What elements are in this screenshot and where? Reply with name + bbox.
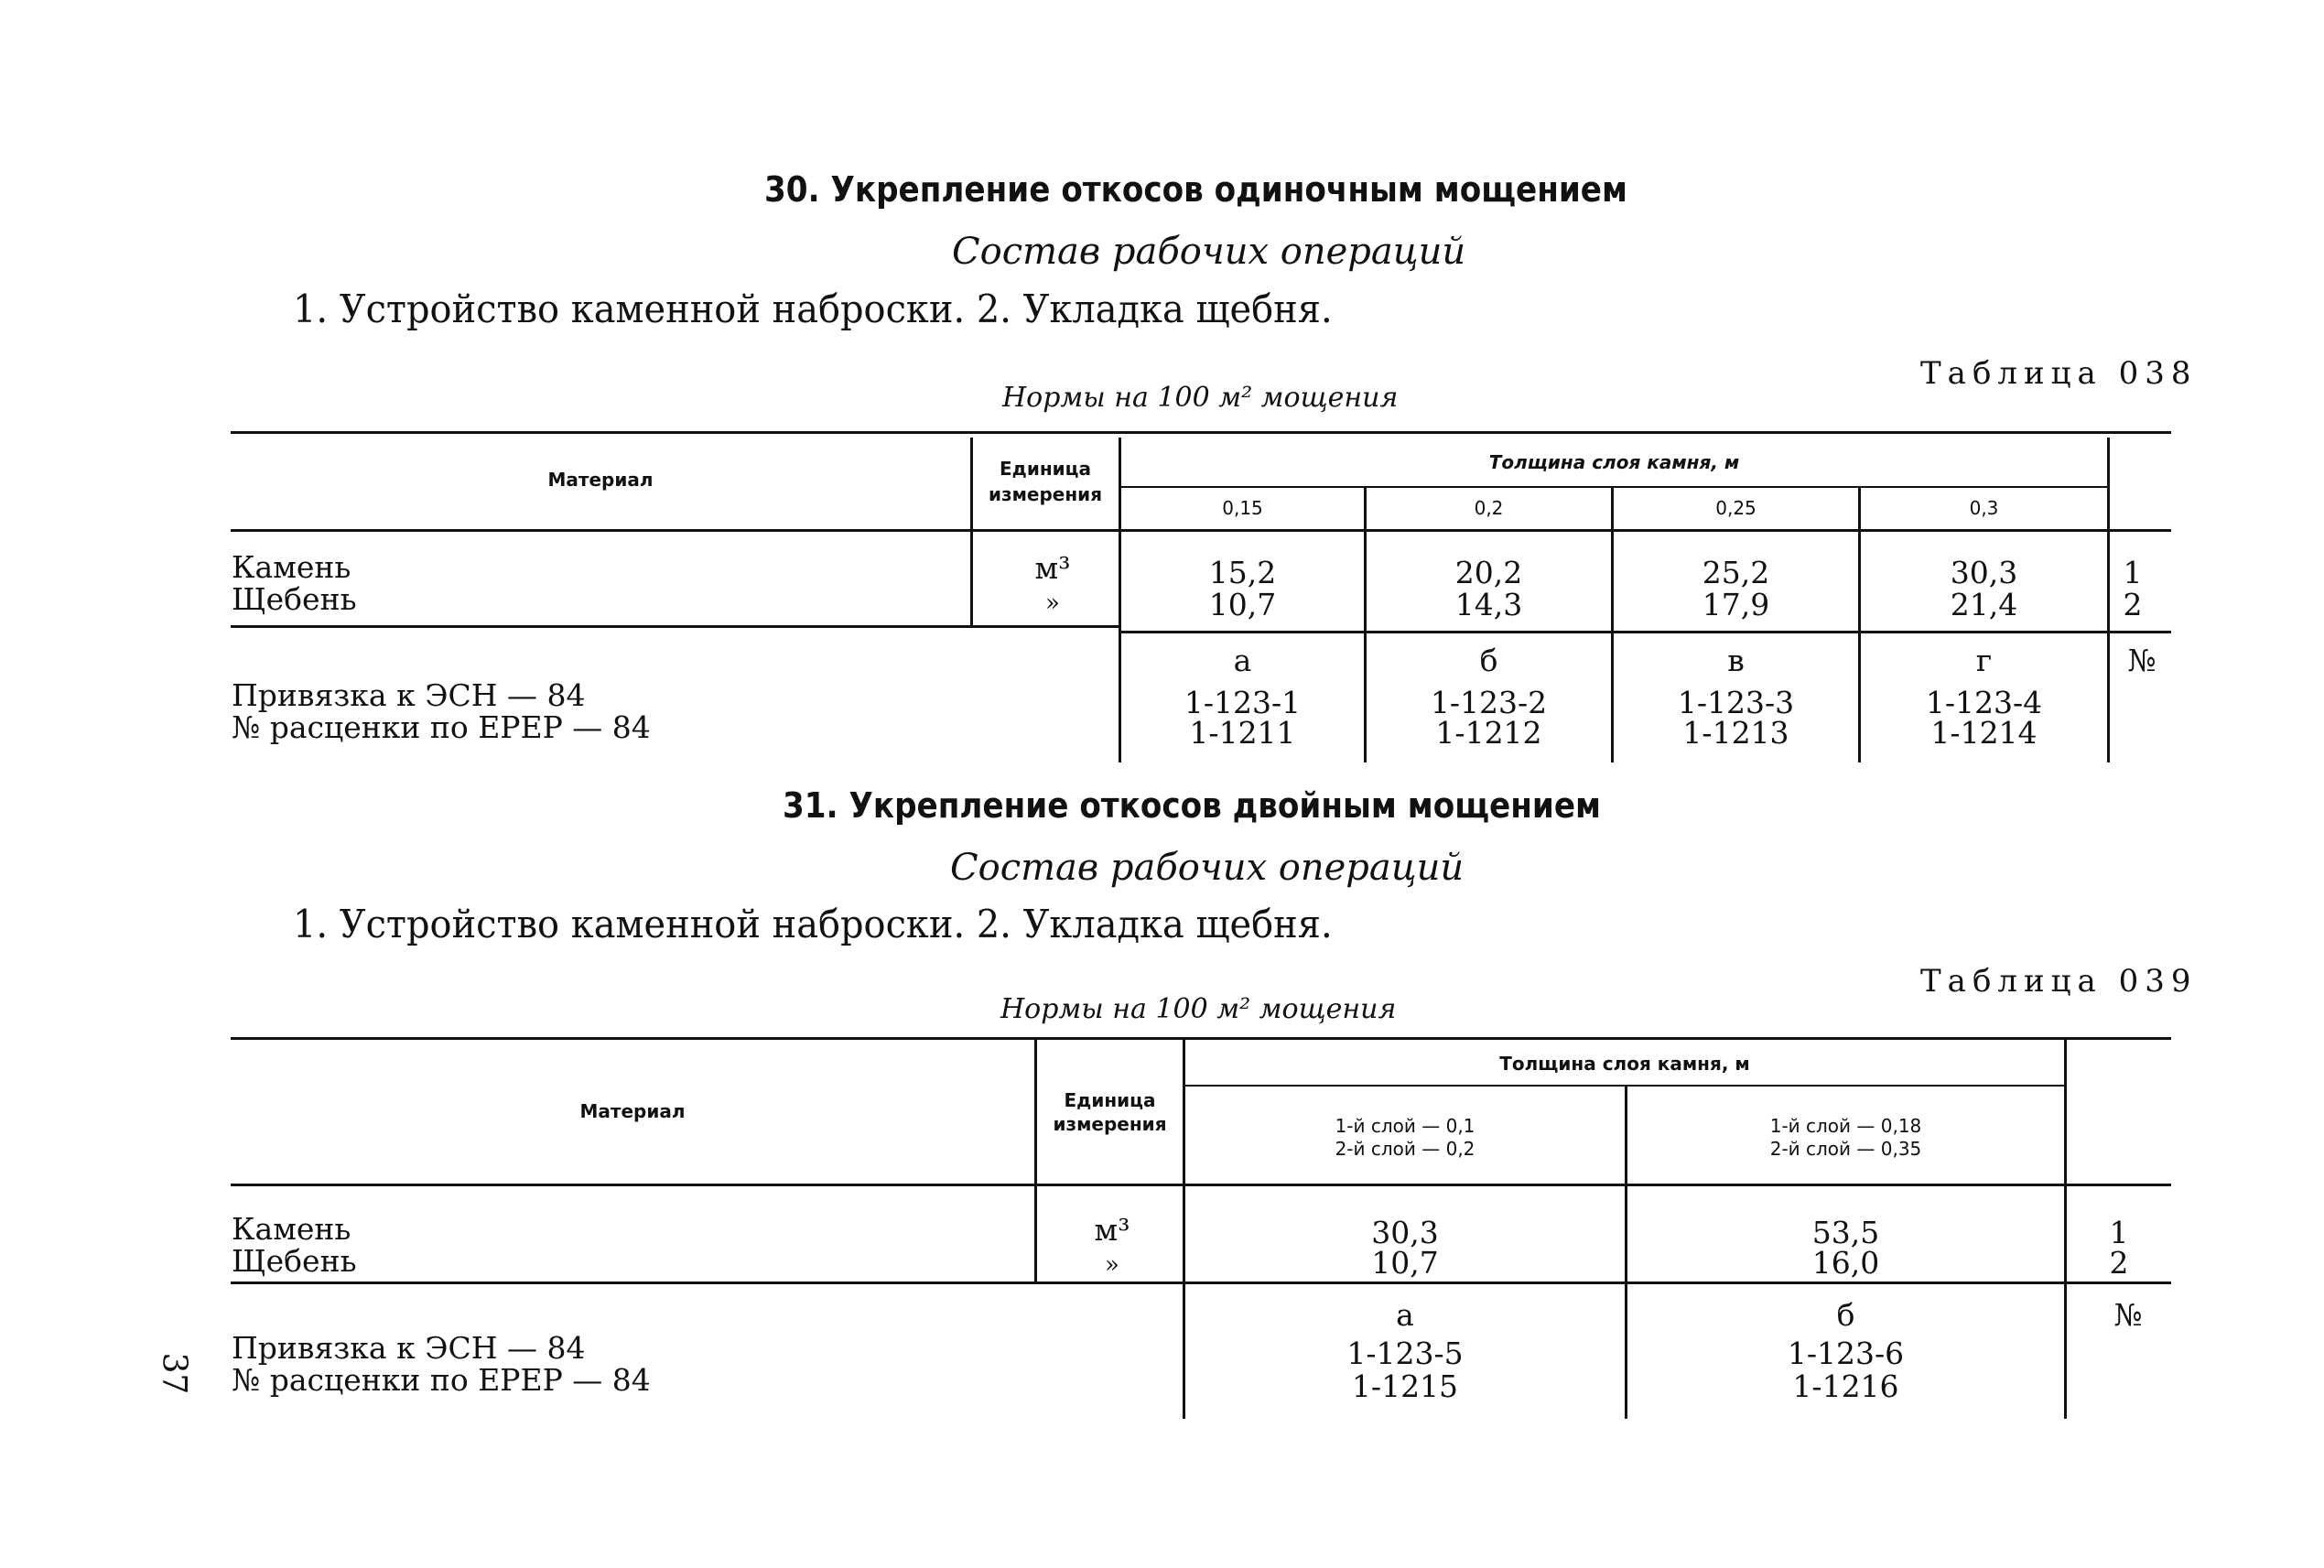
table-039-label: Таблица 039 bbox=[1920, 963, 2198, 1000]
section-30-operations: 1. Устройство каменной наброски. 2. Укладка щебня. bbox=[293, 287, 1333, 331]
column-header-layers-2: 2-й слой — 0,35 bbox=[1769, 1138, 1922, 1160]
column-letter: а bbox=[1396, 1297, 1414, 1333]
header-unit-line1: Единица bbox=[1000, 458, 1091, 480]
erer-code: 1-1213 bbox=[1682, 715, 1789, 751]
section-31-title: 31. Укрепление откосов двойным мощением bbox=[783, 785, 1601, 826]
table-038-label: Таблица 038 bbox=[1920, 355, 2198, 392]
row-unit-kamen: м³ bbox=[1034, 550, 1071, 586]
row-material-shcheben: Щебень bbox=[232, 581, 357, 617]
row-unit-kamen: м³ bbox=[1094, 1212, 1130, 1248]
header-thickness: Толщина слоя камня, м bbox=[1488, 451, 1740, 473]
erer-code: 1-1215 bbox=[1351, 1368, 1459, 1404]
row-number: 2 bbox=[2109, 1245, 2129, 1281]
column-letter: г bbox=[1975, 643, 1993, 678]
column-header-layers-1: 1-й слой — 0,1 bbox=[1335, 1115, 1475, 1137]
esn-code: 1-123-3 bbox=[1677, 685, 1795, 720]
header-unit-line1: Единица bbox=[1064, 1089, 1156, 1111]
section-30-subtitle: Состав рабочих операций bbox=[952, 231, 1466, 273]
header-unit-line2: измерения bbox=[988, 483, 1103, 505]
column-letter: б bbox=[1479, 643, 1498, 678]
header-thickness: Толщина слоя камня, м bbox=[1499, 1053, 1750, 1075]
erer-code: 1-1212 bbox=[1435, 715, 1542, 751]
column-letter: а bbox=[1233, 643, 1252, 678]
row-number: 2 bbox=[2123, 587, 2143, 622]
row-unit-shcheben: » bbox=[1105, 1251, 1119, 1279]
row-unit-shcheben: » bbox=[1045, 589, 1060, 617]
row-number: 1 bbox=[2109, 1215, 2129, 1250]
value-cell: 15,2 bbox=[1208, 555, 1277, 590]
esn-code: 1-123-6 bbox=[1787, 1336, 1905, 1371]
esn-code: 1-123-4 bbox=[1925, 685, 2043, 720]
section-31-operations: 1. Устройство каменной наброски. 2. Укладка щебня. bbox=[293, 902, 1333, 946]
column-header-0-3: 0,3 bbox=[1969, 497, 1999, 519]
value-cell: 14,3 bbox=[1454, 587, 1523, 622]
reference-esn-label: Привязка к ЭСН — 84 bbox=[232, 1330, 586, 1366]
section-30-title: 30. Укрепление откосов одиночным мощением bbox=[764, 169, 1627, 210]
column-header-layers-2: 1-й слой — 0,18 bbox=[1769, 1115, 1922, 1137]
esn-code: 1-123-5 bbox=[1346, 1336, 1464, 1371]
column-letter: в bbox=[1727, 643, 1745, 678]
erer-code: 1-1216 bbox=[1792, 1368, 1899, 1404]
reference-erer-label: № расценки по ЕРЕР — 84 bbox=[232, 709, 651, 745]
value-cell: 25,2 bbox=[1702, 555, 1770, 590]
value-cell: 10,7 bbox=[1371, 1245, 1439, 1281]
value-cell: 30,3 bbox=[1950, 555, 2018, 590]
erer-code: 1-1214 bbox=[1930, 715, 2038, 751]
row-material-kamen: Камень bbox=[232, 1211, 351, 1247]
row-material-shcheben: Щебень bbox=[232, 1243, 357, 1279]
value-cell: 10,7 bbox=[1208, 587, 1277, 622]
column-header-0-25: 0,25 bbox=[1715, 497, 1757, 519]
reference-number-sign: № bbox=[2127, 643, 2156, 678]
header-unit-line2: измерения bbox=[1053, 1113, 1167, 1135]
reference-erer-label: № расценки по ЕРЕР — 84 bbox=[232, 1362, 651, 1398]
value-cell: 30,3 bbox=[1371, 1215, 1439, 1250]
value-cell: 16,0 bbox=[1811, 1245, 1880, 1281]
esn-code: 1-123-1 bbox=[1184, 685, 1302, 720]
header-material: Материал bbox=[579, 1100, 686, 1122]
value-cell: 53,5 bbox=[1811, 1215, 1880, 1250]
header-material: Материал bbox=[547, 469, 654, 491]
column-header-0-15: 0,15 bbox=[1222, 497, 1263, 519]
reference-esn-label: Привязка к ЭСН — 84 bbox=[232, 677, 586, 713]
reference-number-sign: № bbox=[2113, 1297, 2143, 1333]
row-material-kamen: Камень bbox=[232, 549, 351, 585]
erer-code: 1-1211 bbox=[1189, 715, 1296, 751]
row-number: 1 bbox=[2123, 555, 2143, 590]
esn-code: 1-123-2 bbox=[1430, 685, 1548, 720]
value-cell: 20,2 bbox=[1454, 555, 1523, 590]
page-number: 37 bbox=[155, 1352, 193, 1395]
column-letter: б bbox=[1836, 1297, 1855, 1333]
column-header-layers-1: 2-й слой — 0,2 bbox=[1335, 1138, 1475, 1160]
column-header-0-2: 0,2 bbox=[1474, 497, 1504, 519]
value-cell: 21,4 bbox=[1950, 587, 2018, 622]
table-039-norms-caption: Нормы на 100 м² мощения bbox=[1000, 993, 1397, 1025]
value-cell: 17,9 bbox=[1702, 587, 1770, 622]
table-038-norms-caption: Нормы на 100 м² мощения bbox=[1002, 382, 1399, 414]
section-31-subtitle: Состав рабочих операций bbox=[950, 847, 1465, 889]
